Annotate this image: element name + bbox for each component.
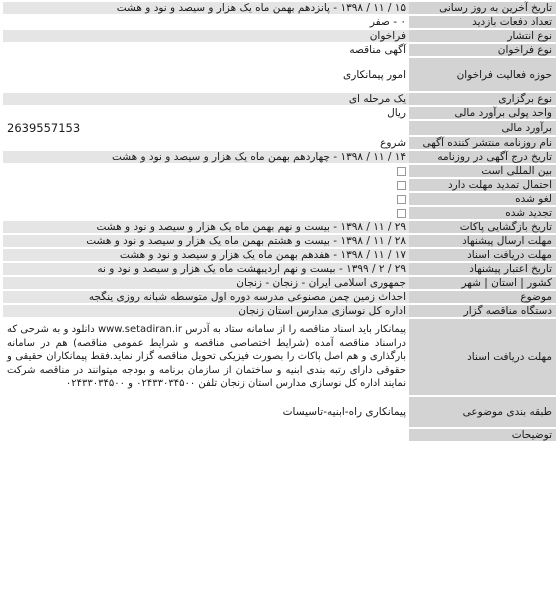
row-label: مهلت دریافت اسناد — [409, 249, 556, 261]
row-value: 2639557153 — [3, 121, 409, 135]
row-label: نوع فراخوان — [409, 44, 556, 56]
row-value: آگهی مناقصه — [3, 44, 409, 56]
checkbox-cell — [3, 179, 409, 191]
row-value — [3, 429, 409, 441]
info-row — [3, 2, 556, 14]
checkbox-icon — [397, 181, 406, 190]
row-label: بین المللی است — [409, 165, 556, 177]
info-row — [3, 291, 556, 303]
row-label: طبقه بندی موضوعی — [409, 397, 556, 427]
row-label: تعداد دفعات بازدید — [409, 16, 556, 28]
checkbox-cell — [3, 207, 409, 219]
row-label: لغو شده — [409, 193, 556, 205]
info-row — [3, 58, 556, 91]
info-row — [3, 30, 556, 42]
row-label: تاریخ درج آگهی در روزنامه — [409, 151, 556, 163]
row-label: نوع انتشار — [409, 30, 556, 42]
row-value: احداث زمین چمن مصنوعی مدرسه دوره اول متوسطه شبانه روزی ینگجه — [3, 291, 409, 303]
info-row — [3, 235, 556, 247]
info-row — [3, 319, 556, 395]
row-value: ۱۵ / ۱۱ / ۱۳۹۸ - پانزدهم بهمن ماه یک هزار و سیصد و نود و هشت — [3, 2, 409, 14]
row-value — [3, 319, 409, 395]
description-text: پیمانکار باید اسناد مناقصه را از سامانه ستاد به آدرس www.setadiran.ir دانلود و به شرحی که دراسناد مناقصه آمده (شرایط اختصاصی مناقصه و شرایط عمومی مناقصه) هم در سامانه بارگذاری و هم اصل پاکات را بصورت فیزیکی تحویل مناقصه گزار نماید.فقط پیمانکاران حقیقی و حقوقی دارای رتبه بندی ابنیه و ساختمان از سازمان برنامه و بودجه میتوانند در مناقصه شرکت نمایند اداره کل نوسازی مدارس استان زنجان تلفن ۰۲۴۳۳۰۳۴۵۰۰ و ۰۲۴۳۳۰۳۴۵۰۰ — [7, 324, 406, 390]
row-label: برآورد مالی — [409, 121, 556, 135]
row-value: جمهوری اسلامی ایران - زنجان - زنجان — [3, 277, 409, 289]
row-label: نام روزنامه منتشر کننده آگهی — [409, 137, 556, 149]
info-row — [3, 429, 556, 441]
row-value: ۲۹ / ۱۱ / ۱۳۹۸ - بیست و نهم بهمن ماه یک هزار و سیصد و نود و هشت — [3, 221, 409, 233]
row-label: مهلت ارسال پیشنهاد — [409, 235, 556, 247]
info-row — [3, 277, 556, 289]
row-label: تجدید شده — [409, 207, 556, 219]
row-value: ۱۷ / ۱۱ / ۱۳۹۸ - هفدهم بهمن ماه یک هزار و سیصد و نود و هشت — [3, 249, 409, 261]
info-row — [3, 137, 556, 149]
checkbox-icon — [397, 195, 406, 204]
info-row — [3, 397, 556, 427]
info-row — [3, 44, 556, 56]
row-value: پیمانکاری راه-ابنیه-تاسیسات — [3, 397, 409, 427]
row-value: شروع — [3, 137, 409, 149]
info-row — [3, 165, 556, 177]
info-row — [3, 107, 556, 119]
info-row — [3, 121, 556, 135]
info-row — [3, 249, 556, 261]
row-label: تاریخ بازگشایی پاکات — [409, 221, 556, 233]
checkbox-cell — [3, 165, 409, 177]
row-value: ۲۸ / ۱۱ / ۱۳۹۸ - بیست و هشتم بهمن ماه یک هزار و سیصد و نود و هشت — [3, 235, 409, 247]
info-row — [3, 221, 556, 233]
tender-info-table — [3, 0, 556, 443]
row-value: امور پیمانکاری — [3, 58, 409, 91]
row-value: ریال — [3, 107, 409, 119]
row-label: تاریخ آخرین به روز رسانی — [409, 2, 556, 14]
info-row — [3, 193, 556, 205]
info-row — [3, 16, 556, 28]
row-label: تاریخ اعتبار پیشنهاد — [409, 263, 556, 275]
info-row — [3, 263, 556, 275]
row-label: حوزه فعالیت فراخوان — [409, 58, 556, 91]
row-value: ۲۹ / ۲ / ۱۳۹۹ - بیست و نهم اردیبهشت ماه یک هزار و سیصد و نود و نه — [3, 263, 409, 275]
info-row — [3, 305, 556, 317]
row-label: دستگاه مناقصه گزار — [409, 305, 556, 317]
row-label: کشور | استان | شهر — [409, 277, 556, 289]
info-row — [3, 179, 556, 191]
row-value: یک مرحله ای — [3, 93, 409, 105]
checkbox-cell — [3, 193, 409, 205]
row-value: ۰ - صفر — [3, 16, 409, 28]
row-label: مهلت دریافت اسناد — [409, 319, 556, 395]
checkbox-icon — [397, 209, 406, 218]
row-value: ۱۴ / ۱۱ / ۱۳۹۸ - چهاردهم بهمن ماه یک هزار و سیصد و نود و هشت — [3, 151, 409, 163]
row-value: فراخوان — [3, 30, 409, 42]
checkbox-icon — [397, 167, 406, 176]
row-value: اداره کل نوسازی مدارس استان زنجان — [3, 305, 409, 317]
info-row — [3, 207, 556, 219]
info-row — [3, 93, 556, 105]
row-label: توضیحات — [409, 429, 556, 441]
row-label: موضوع — [409, 291, 556, 303]
row-label: واحد پولی برآورد مالی — [409, 107, 556, 119]
info-row — [3, 151, 556, 163]
row-label: احتمال تمدید مهلت دارد — [409, 179, 556, 191]
row-label: نوع برگزاری — [409, 93, 556, 105]
